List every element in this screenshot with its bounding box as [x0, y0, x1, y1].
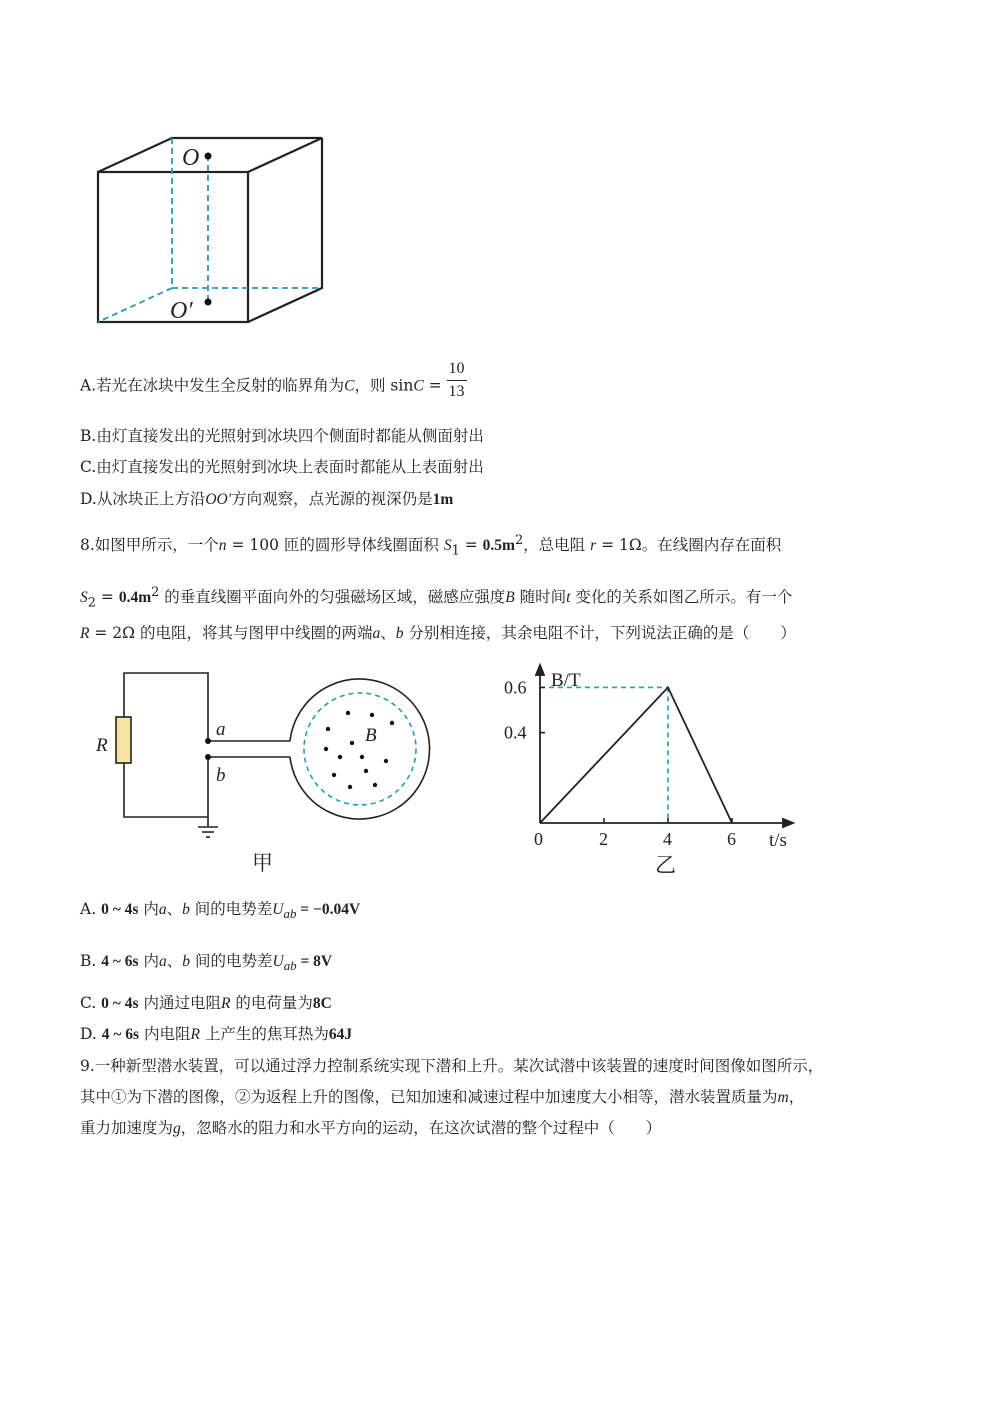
- q8-option-a: A. 0 ~ 4s 内a、b 间的电势差$U_{ab} = -0.04V$: [80, 900, 361, 922]
- q8-stem-line-2: $S_2 = 0.4m^2$ 的垂直线圈平面向外的匀强磁场区域，磁感应强度B 随时间t 变化的关系如图乙所示。有一个: [80, 585, 793, 611]
- q9-stem-line-3: 重力加速度为g，忽略水的阻力和水平方向的运动，在这次试潜的整个过程中（ ）: [80, 1119, 662, 1137]
- point-o: [205, 153, 212, 160]
- bt-chart: [495, 660, 815, 885]
- cube-side-face: [248, 138, 322, 322]
- label-o: O: [182, 145, 200, 171]
- y-axis-label: B/T: [551, 670, 581, 691]
- q7-option-d: D.从冰块正上方沿OO′方向观察，点光源的视深仍是1m: [80, 490, 454, 508]
- q7-option-c: C.由灯直接发出的光照射到冰块上表面时都能从上表面射出: [80, 458, 484, 476]
- x-tick-label: 2: [599, 829, 608, 849]
- b-t-series-line: [540, 687, 732, 823]
- q8-stem-line-1: 8.如图甲所示，一个n = 100 匝的圆形导体线圈面积 $S_1 = 0.5m^2$，总电阻 r = 1Ω。在线圈内存在面积: [80, 533, 782, 559]
- caption-jia: 甲: [252, 851, 273, 875]
- label-r: R: [96, 735, 108, 756]
- label-b: b: [216, 765, 226, 786]
- y-tick-label: 0.6: [504, 677, 527, 698]
- label-field-b: B: [365, 725, 377, 746]
- y-tick-label: 0.4: [504, 722, 527, 743]
- label-a: a: [216, 719, 226, 740]
- q8-option-d: D. 4 ~ 6s 内电阻R 上产生的焦耳热为64J: [80, 1025, 353, 1043]
- q7-option-b: B.由灯直接发出的光照射到冰块四个侧面时都能从侧面射出: [80, 427, 484, 445]
- wire-top: [124, 673, 208, 741]
- terminal-a: [205, 738, 211, 744]
- q8-option-c: C. 0 ~ 4s 内通过电阻R 的电荷量为8C: [80, 994, 332, 1012]
- x-tick-label: 6: [727, 829, 736, 849]
- resistor-r: [116, 717, 131, 763]
- x-tick-label: 4: [663, 829, 672, 849]
- field-region: [304, 693, 416, 805]
- y-axis-arrow: [536, 665, 544, 675]
- circuit-figure: [90, 665, 450, 880]
- x-tick-label: 0: [534, 829, 543, 849]
- label-o-prime: O′: [170, 298, 193, 324]
- terminal-b: [205, 754, 211, 760]
- caption-yi: 乙: [655, 853, 676, 877]
- field-dots: [324, 711, 394, 789]
- x-axis-label: t/s: [769, 830, 787, 851]
- hidden-edge-diagonal: [98, 288, 172, 322]
- q7-option-a: A.若光在冰块中发生全反射的临界角为C，则 sinC = $\frac{10}{13}$: [80, 370, 467, 403]
- point-o-prime: [205, 299, 212, 306]
- q9-stem-line-2: 其中①为下潜的图像，②为返程上升的图像，已知加速和减速过程中加速度大小相等，潜水装置质量为m，: [80, 1088, 805, 1106]
- q9-stem-line-1: 9.一种新型潜水装置，可以通过浮力控制系统实现下潜和上升。某次试潜中该装置的速度时间图像如图所示，: [80, 1057, 824, 1075]
- coil-ring: [290, 679, 430, 819]
- x-axis-arrow: [783, 819, 793, 827]
- wire-bottom: [124, 757, 208, 817]
- fraction: $\frac{10}{13}$: [448, 360, 465, 400]
- cube-figure: [90, 130, 330, 330]
- q8-option-b: B. 4 ~ 6s 内a、b 间的电势差$U_{ab} = 8V$: [80, 952, 333, 974]
- q8-stem-line-3: R = 2Ω 的电阻，将其与图甲中线圈的两端a、b 分别相连接，其余电阻不计，下列说法正确的是（ ）: [80, 624, 796, 642]
